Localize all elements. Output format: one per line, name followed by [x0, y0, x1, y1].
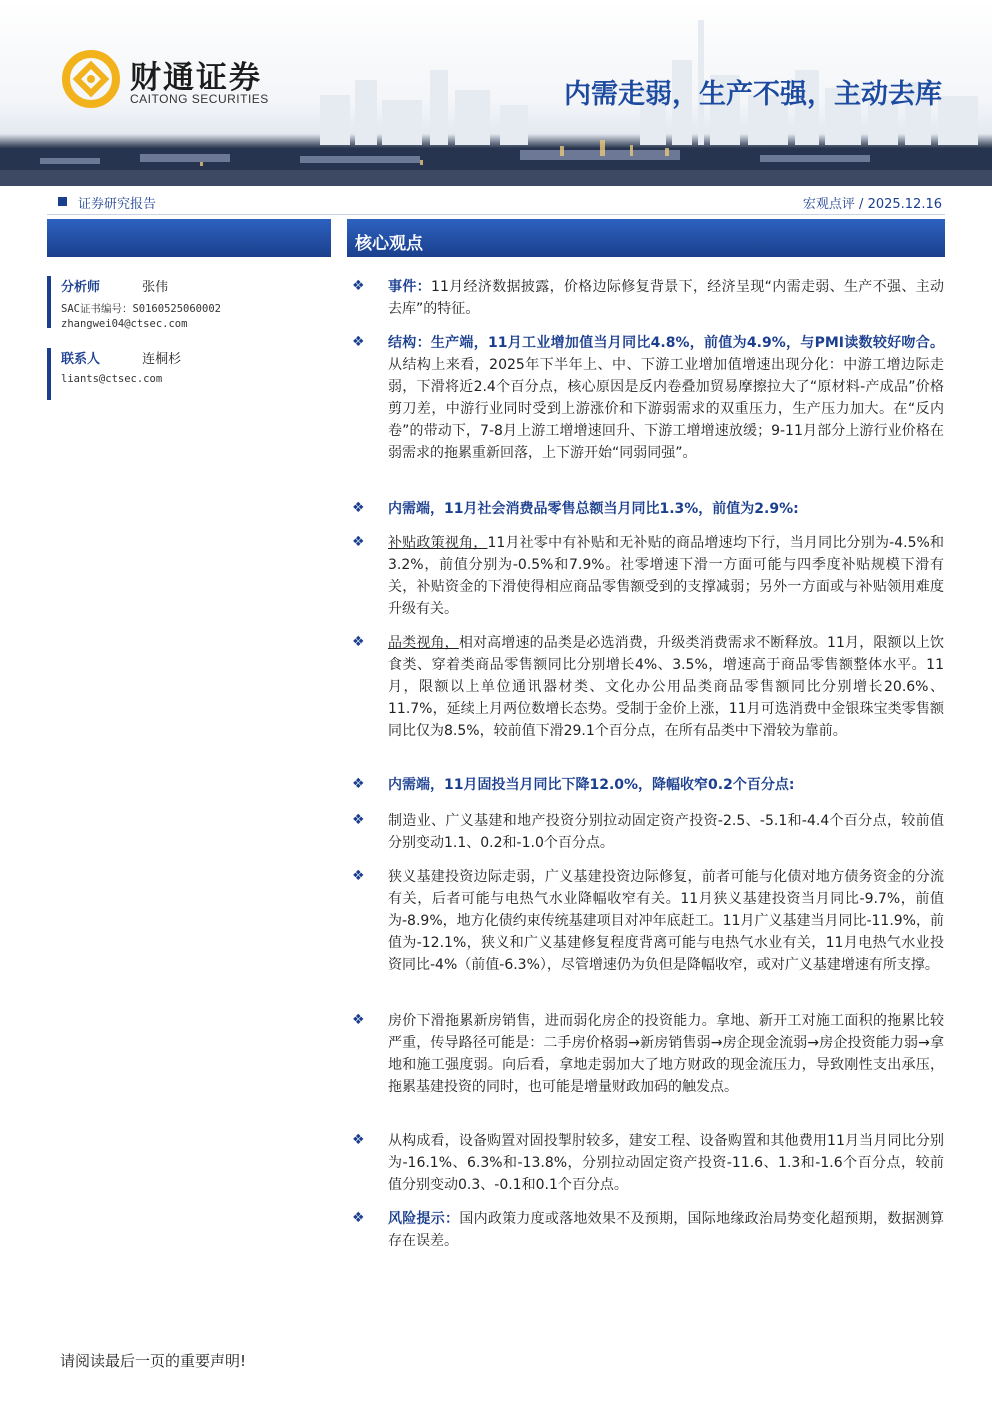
divider [47, 214, 945, 215]
diamond-bullet-icon: ❖ [352, 278, 365, 294]
analyst-name: 张伟 [142, 280, 169, 295]
analyst-email[interactable]: zhangwei04@ctsec.com [61, 318, 188, 330]
report-type-label: 证券研究报告 [78, 197, 157, 212]
sidebar-header-bar [47, 219, 331, 257]
item-heading: 内需端，11月社会消费品零售总额当月同比1.3%，前值为2.9%: [388, 501, 799, 517]
item-heading: 内需端，11月固投当月同比下降12.0%，降幅收窄0.2个百分点: [388, 777, 795, 793]
diamond-bullet-icon: ❖ [352, 868, 365, 884]
diamond-bullet-icon: ❖ [352, 1210, 365, 1226]
company-logo [62, 50, 302, 112]
diamond-bullet-icon: ❖ [352, 534, 365, 550]
item-body: 狭义基建投资边际走弱，广义基建投资边际修复，前者可能与化债对地方债务资金的分流有关，后者可能与电热气水业降幅收窄有关。11月狭义基建投资当月同比-9.7%，前值为-8.9%，地方化债约束传统基建项目对冲年底赶工。11月广义基建当月同比-11.9%，前值为-12.1%，狭义和广义基建修复程度背离可能与电热气水业有关，11月电热气水业投资同比-4%（前值-6.3%），尽管增速仍为负但是降幅收窄，或对广义基建增速有所支撑。 [388, 869, 944, 973]
item-body: 11月社零中有补贴和无补贴的商品增速均下行，当月同比分别为-4.5%和3.2%，前值分别为-0.5%和7.9%。社零增速下滑一方面可能与四季度补贴规模下滑有关，补贴资金的下滑使得相应商品零售额受到的支撑减弱；另外一方面或与补贴领用难度升级有关。 [388, 535, 945, 617]
item-body: 从结构上来看，2025年下半年上、中、下游工业增加值增速出现分化：中游工增边际走弱，下滑将近2.4个百分点，核心原因是反内卷叠加贸易摩擦拉大了“原材料-产成品”价格剪刀差，中游行业同时受到上游涨价和下游弱需求的双重压力，生产压力加大。在“反内卷”的带动下，7-8月上游工增增速回升、下游工增增速放缓；9-11月部分上游行业价格在弱需求的拖累重新回落，上下游开始“同弱同强”。 [388, 357, 944, 461]
item-body: 11月经济数据披露，价格边际修复背景下，经济呈现“内需走弱、生产不强、主动去库”的特征。 [388, 279, 944, 317]
header-banner [0, 0, 992, 186]
contact-name: 连桐杉 [142, 352, 182, 367]
contact-role: 联系人 [61, 352, 101, 367]
diamond-bullet-icon: ❖ [352, 812, 365, 828]
item-body: 从构成看，设备购置对固投掣肘较多，建安工程、设备购置和其他费用11月当月同比分别为-16.1%、6.3%和-13.8%，分别拉动固定资产投资-11.6、1.3和-1.6个百分点，较前值分别变动0.3、-0.1和0.1个百分点。 [388, 1133, 944, 1193]
subhead [58, 193, 942, 213]
logo-cn-text: 财通证券 [130, 60, 262, 96]
item-body: 房价下滑拖累新房销售，进而弱化房企的投资能力。拿地、新开工对施工面积的拖累比较严重，传导路径可能是：二手房价格弱→新房销售弱→房企现金流弱→房企投资能力弱→拿地和施工强度弱。向后看，拿地走弱加大了地方财政的现金流压力，导致刚性支出承压，拖累基建投资的同时，也可能是增量财政加码的触发点。 [388, 1013, 944, 1095]
contact-email[interactable]: liants@ctsec.com [61, 373, 163, 385]
disclaimer-note: 请阅读最后一页的重要声明! [60, 1352, 247, 1370]
item-lead: 补贴政策视角， [388, 535, 488, 551]
diamond-bullet-icon: ❖ [352, 1012, 365, 1028]
diamond-bullet-icon: ❖ [352, 776, 365, 792]
square-icon [58, 197, 67, 206]
analyst-role: 分析师 [61, 280, 101, 295]
item-heading: 结构：生产端，11月工业增加值当月同比4.8%，前值为4.9%，与PMI读数较好吻合。 [388, 335, 944, 351]
diamond-bullet-icon: ❖ [352, 634, 365, 650]
analyst-sac: SAC证书编号：S0160525060002 [61, 303, 221, 315]
diamond-bullet-icon: ❖ [352, 1132, 365, 1148]
caitong-logo-icon [62, 50, 120, 108]
core-view-title: 核心观点 [355, 234, 423, 254]
analyst-card [47, 276, 345, 328]
diamond-bullet-icon: ❖ [352, 500, 365, 516]
report-title: 内需走弱，生产不强，主动去库 [564, 79, 942, 110]
report-category-date: 宏观点评 / 2025.12.16 [802, 197, 942, 212]
logo-en-text: CAITONG SECURITIES [130, 92, 269, 106]
core-view-header [347, 219, 945, 257]
contact-card [47, 348, 345, 400]
item-body: 相对高增速的品类是必选消费，升级类消费需求不断释放。11月，限额以上饮食类、穿着类商品零售额同比分别增长4%、3.5%，增速高于商品零售额整体水平。11月，限额以上单位通讯器材类、文化办公用品类商品零售额同比分别增长20.6%、11.7%，延续上月两位数增长态势。受制于金价上涨，11月可选消费中金银珠宝类零售额同比仅为8.5%，较前值下滑29.1个百分点，在所有品类中下滑较为靠前。 [388, 635, 945, 739]
item-lead: 品类视角， [388, 635, 459, 651]
item-heading: 事件： [388, 279, 432, 295]
diamond-bullet-icon: ❖ [352, 334, 365, 350]
item-body: 制造业、广义基建和地产投资分别拉动固定资产投资-2.5、-5.1和-4.4个百分点，较前值分别变动1.1、0.2和-1.0个百分点。 [388, 813, 944, 851]
item-heading: 风险提示： [388, 1211, 460, 1227]
item-body: 国内政策力度或落地效果不及预期，国际地缘政治局势变化超预期，数据测算存在误差。 [388, 1211, 945, 1249]
